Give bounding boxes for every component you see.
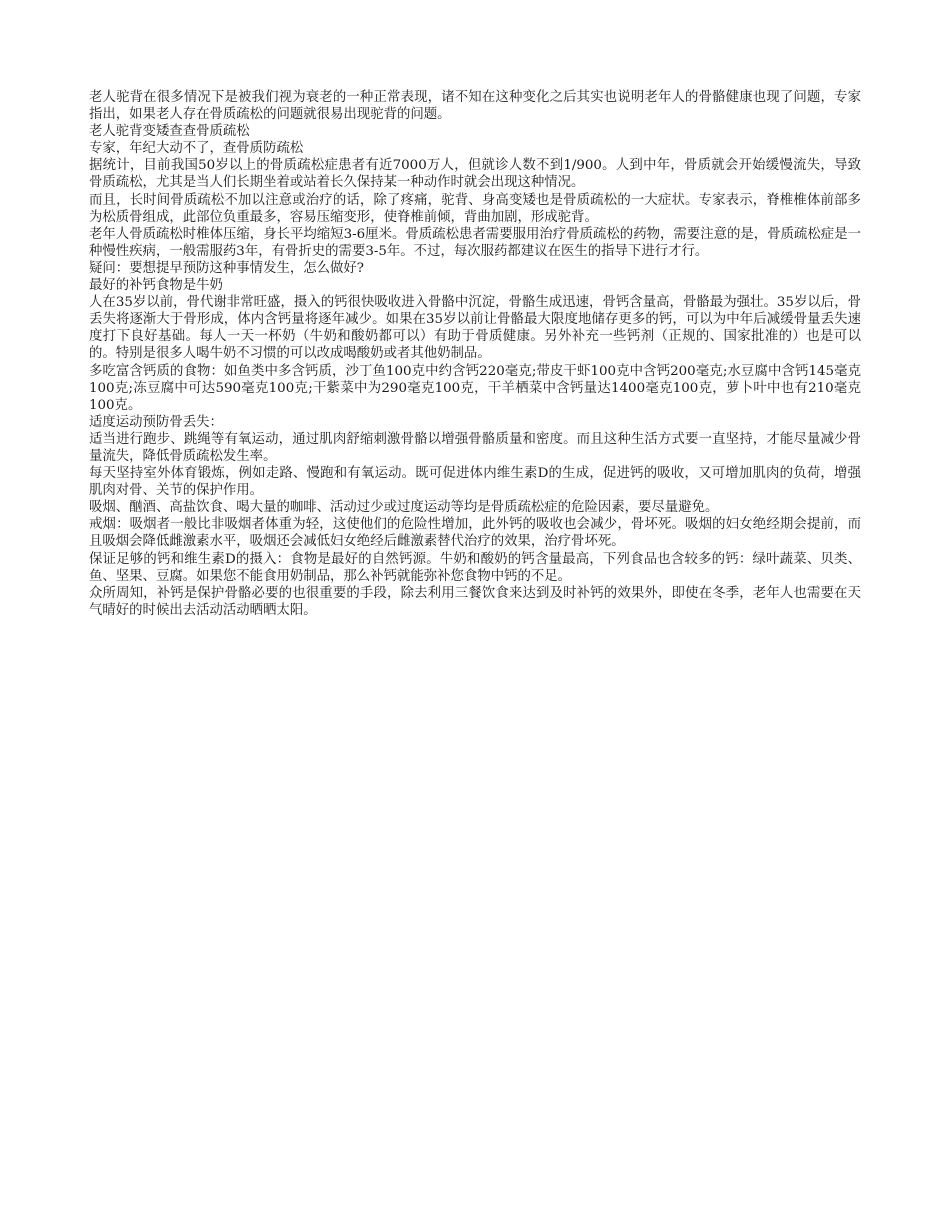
document-body — [89, 89, 861, 619]
quit-smoking-paragraph: 戒烟：吸烟者一般比非吸烟者体重为轻，这使他们的危险性增加，此外钙的吸收也会减少，骨坏死。吸烟的妇女绝经期会提前，而且吸烟会降低雌激素水平，吸烟还会减低妇女绝经后雌激素替代治疗的效果，治疗骨坏死。 — [89, 517, 861, 550]
treatment-paragraph: 老年人骨质疏松时椎体压缩，身长平均缩短3-6厘米。骨质疏松患者需要服用治疗骨质疏松的药物，需要注意的是，骨质疏松症是一种慢性疾病，一般需服药3年，有骨折史的需要3-5年。不过，每次服药都建议在医生的指导下进行才行。 — [89, 226, 861, 259]
calcium-foods-paragraph: 多吃富含钙质的食物：如鱼类中多含钙质，沙丁鱼100克中约含钙220毫克;带皮干虾100克中含钙200毫克;水豆腐中含钙145毫克100克;冻豆腐中可达590毫克100克;干紫菜中为290毫克100克，干羊栖菜中含钙量达1400毫克100克，萝卜叶中也有210毫克100克。 — [89, 363, 861, 413]
statistics-paragraph: 据统计，目前我国50岁以上的骨质疏松症患者有近7000万人，但就诊人数不到1/900。人到中年，骨质就会开始缓慢流失，导致骨质疏松，尤其是当人们长期坐着或站着长久保持某一种动作时就会出现这种情况。 — [89, 158, 861, 191]
risk-factors-paragraph: 吸烟、酗酒、高盐饮食、喝大量的咖啡、活动过少或过度运动等均是骨质疏松症的危险因素，要尽量避免。 — [89, 500, 719, 516]
milk-paragraph: 人在35岁以前，骨代谢非常旺盛，摄入的钙很快吸收进入骨骼中沉淀，骨骼生成迅速，骨钙含量高，骨骼最为强壮。35岁以后，骨丢失将逐渐大于骨形成，体内含钙量将逐年减少。如果在35岁以前让骨骼最大限度地储存更多的钙，可以为中年后减缓骨量丢失速度打下良好基础。每人一天一杯奶（牛奶和酸奶都可以）有助于骨质健康。另外补充一些钙剂（正规的、国家批准的）也是可以的。特别是很多人喝牛奶不习惯的可以改成喝酸奶或者其他奶制品。 — [89, 295, 861, 362]
conclusion-paragraph: 众所周知，补钙是保护骨骼必要的也很重要的手段，除去利用三餐饮食来达到及时补钙的效果外，即使在冬季，老年人也需要在天气晴好的时候出去活动活动晒晒太阳。 — [89, 585, 861, 618]
heading-hunchback-osteoporosis: 老人驼背变矮查查骨质疏松 — [89, 124, 250, 140]
outdoor-exercise-paragraph: 每天坚持室外体育锻炼，例如走路、慢跑和有氧运动。既可促进体内维生素D的生成，促进钙的吸收，又可增加肌肉的负荷，增强肌肉对骨、关节的保护作用。 — [89, 466, 861, 499]
intro-paragraph: 老人驼背在很多情况下是被我们视为衰老的一种正常表现，诸不知在这种变化之后其实也说明老年人的骨骼健康也现了问题，专家指出，如果老人存在骨质疏松的问题就很易出现驼背的问题。 — [89, 90, 861, 123]
heading-exercise: 适度运动预防骨丢失： — [89, 414, 223, 430]
symptoms-paragraph: 而且，长时间骨质疏松不加以注意或治疗的话，除了疼痛，驼背、身高变矮也是骨质疏松的一大症状。专家表示，脊椎椎体前部多为松质骨组成，此部位负重最多，容易压缩变形，使脊椎前倾，背曲加剧，形成驼背。 — [89, 192, 861, 225]
question-heading: 疑问：要想提早预防这种事情发生，怎么做好? — [89, 260, 364, 276]
heading-milk: 最好的补钙食物是牛奶 — [89, 278, 223, 294]
heading-expert-check: 专家，年纪大动不了，查骨质防疏松 — [89, 141, 304, 157]
calcium-vitamin-d-paragraph: 保证足够的钙和维生素D的摄入：食物是最好的自然钙源。牛奶和酸奶的钙含量最高，下列食品也含较多的钙：绿叶蔬菜、贝类、鱼、坚果、豆腐。如果您不能食用奶制品，那么补钙就能弥补您食物中钙的不足。 — [89, 551, 861, 584]
aerobic-paragraph: 适当进行跑步、跳绳等有氧运动，通过肌肉舒缩刺激骨骼以增强骨骼质量和密度。而且这种生活方式要一直坚持，才能尽量减少骨量流失，降低骨质疏松发生率。 — [89, 431, 861, 464]
